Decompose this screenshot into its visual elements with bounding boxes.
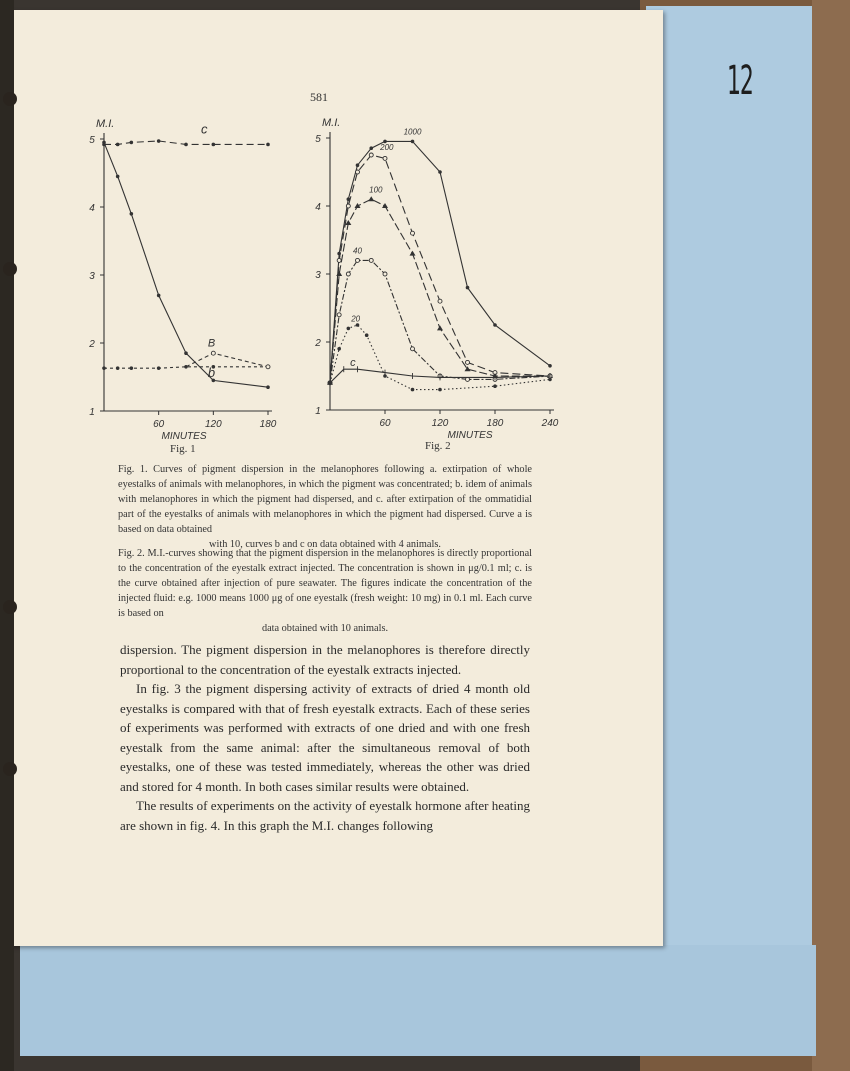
data-point-40: [383, 272, 387, 276]
paragraph-1: dispersion. The pigment dispersion in the melanophores is therefore directly proportional to the concentration of the eyestalk extracts injected.: [120, 642, 530, 677]
data-point-100: [382, 203, 388, 208]
curve-label-200: 200: [380, 143, 394, 153]
x-tick-label: 180: [486, 418, 504, 429]
figure-2-chart: [310, 115, 570, 445]
curve-label-1000: 1000: [403, 127, 422, 137]
x-tick-label: 60: [379, 418, 391, 429]
y-tick-label: 1: [315, 406, 321, 417]
data-point-c: [266, 143, 270, 147]
figure-1: [80, 115, 290, 450]
y-tick-label: 4: [315, 202, 321, 213]
data-point-20: [411, 388, 415, 392]
data-point-100: [410, 251, 416, 256]
data-point-1000: [466, 286, 470, 290]
y-tick-label: 3: [89, 271, 95, 282]
figure-1-caption-text: Fig. 1. Curves of pigment dispersion in the melanophores following a. extirpation of whole eyestalks of animals with melanophores, in which the pigment was concentrated; b. idem of animals with melanophores in which the pigment had dispersed, and c. after extirpation of the ommatidial part of the eyestalks of animals with melanophores in which the pigment had dispersed. Curve a is based on data obtained: [118, 464, 532, 535]
x-tick-label: 60: [153, 419, 165, 430]
data-point-1000: [548, 364, 552, 368]
data-point-20: [493, 384, 497, 388]
data-point-a: [184, 351, 188, 355]
binding-hole: [3, 262, 17, 276]
page-number: 581: [310, 90, 328, 104]
data-point-a: [116, 175, 120, 179]
figure-1-chart: [80, 115, 290, 445]
data-point-c: [184, 143, 188, 147]
series-line-200: [330, 155, 550, 383]
body-text: [120, 640, 530, 835]
y-tick-label: 3: [315, 270, 321, 281]
series-line-1000: [330, 141, 550, 382]
data-point-1000: [438, 170, 442, 174]
data-point-1000: [493, 323, 497, 327]
data-point-40: [411, 347, 415, 351]
data-point-b: [130, 366, 134, 370]
y-tick-label: 1: [89, 407, 95, 418]
data-point-a: [266, 385, 270, 389]
data-point-200: [383, 156, 387, 160]
figure-2: [310, 115, 570, 450]
data-point-40: [466, 377, 470, 381]
blue-sheet-right: [646, 6, 816, 1056]
data-point-100: [437, 325, 443, 330]
data-point-20: [337, 347, 341, 351]
data-point-20: [365, 333, 369, 337]
curve-label-40: 40: [353, 246, 362, 256]
data-point-200: [369, 153, 373, 157]
data-point-200: [337, 258, 341, 262]
series-line-100: [330, 199, 550, 383]
data-point-1000: [356, 163, 360, 167]
data-point-c: [116, 143, 120, 147]
data-point-20: [356, 323, 360, 327]
figure-1-caption: [118, 462, 532, 552]
paragraph-3: The results of experiments on the activity of eyestalk hormone after heating are shown in fig. 4. In this graph the M.I. changes following: [120, 798, 530, 833]
x-tick-label: 120: [204, 419, 222, 430]
data-point-100: [368, 196, 374, 201]
figure-2-caption-text: Fig. 2. M.I.-curves showing that the pigment dispersion in the melanophores is directly proportional to the concentration of the eyestalk extract injected. The concentration is shown in μg/0.1 ml; c. is the curve obtained after injection of pure seawater. The figures indicate the concentration of the injected fluid: e.g. 1000 means 1000 μg of one eyestalk (fresh weight: 10 mg) in 0.1 ml. Each curve is based on: [118, 548, 532, 619]
data-point-c: [212, 143, 216, 147]
y-tick-label: 2: [315, 338, 321, 349]
data-point-40: [337, 313, 341, 317]
figure-2-label: Fig. 2: [425, 440, 451, 452]
data-point-40: [356, 258, 360, 262]
figure-1-caption-end: with 10, curves b and c on data obtained with 4 animals.: [209, 539, 441, 550]
folder-edge: [812, 0, 850, 1071]
data-point-20: [438, 388, 442, 392]
data-point-100: [336, 271, 342, 276]
figure-1-label: Fig. 1: [170, 443, 196, 455]
y-tick-label: 5: [89, 135, 95, 146]
y-tick-label: 4: [89, 203, 95, 214]
blue-sheet-bottom: [20, 945, 816, 1056]
paragraph-2: In fig. 3 the pigment dispersing activity of extracts of dried 4 month old eyestalks is compared with that of fresh eyestalk extracts. Each of these series of experiments was performed with extracts of one dried and with one fresh eyestalk from the same animal: after the simultaneous removal of both eyestalks, one of these was tested immediately, whereas the other was dried and stored for 4 month. In both cases similar results were obtained.: [120, 681, 530, 794]
data-point-1000: [369, 146, 373, 150]
data-point-40: [369, 258, 373, 262]
x-tick-label: 240: [541, 418, 559, 429]
x-axis-label: MINUTES: [447, 430, 493, 441]
binding-edge: [0, 0, 14, 1071]
data-point-c: [102, 143, 106, 147]
data-point-B: [211, 351, 215, 355]
binding-hole: [3, 762, 17, 776]
data-point-a: [157, 294, 161, 298]
x-tick-label: 120: [431, 418, 449, 429]
data-point-40: [346, 272, 350, 276]
curve-label-b: b: [207, 365, 216, 380]
figure-2-caption: [118, 546, 532, 636]
data-point-1000: [337, 252, 341, 256]
curve-label-c: c: [200, 121, 208, 137]
binding-hole: [3, 92, 17, 106]
x-axis-label: MINUTES: [161, 431, 207, 442]
data-point-b: [116, 366, 120, 370]
data-point-20: [347, 327, 351, 331]
figure-2-caption-end: data obtained with 10 animals.: [261, 623, 389, 634]
data-point-200: [438, 299, 442, 303]
y-tick-label: 2: [89, 339, 95, 350]
data-point-c: [157, 139, 161, 143]
y-tick-label: 5: [315, 134, 321, 145]
data-point-b: [157, 366, 161, 370]
data-point-200: [356, 170, 360, 174]
y-axis-label: M.I.: [322, 117, 341, 129]
data-point-200: [466, 360, 470, 364]
curve-label-20: 20: [351, 314, 361, 324]
y-axis-label: M.I.: [96, 118, 115, 130]
data-point-1000: [411, 140, 415, 144]
curve-label-c: c: [350, 356, 356, 369]
curve-label-B: B: [207, 337, 216, 350]
data-point-a: [130, 212, 134, 216]
curve-label-100: 100: [369, 185, 383, 195]
side-marker: 12: [727, 58, 753, 104]
x-tick-label: 180: [259, 419, 277, 430]
series-line-a: [104, 142, 268, 387]
data-point-B: [266, 365, 270, 369]
series-line-40: [330, 260, 550, 382]
binding-hole: [3, 600, 17, 614]
data-point-c: [130, 141, 134, 145]
data-point-200: [346, 204, 350, 208]
data-point-b: [102, 366, 106, 370]
data-point-200: [411, 231, 415, 235]
